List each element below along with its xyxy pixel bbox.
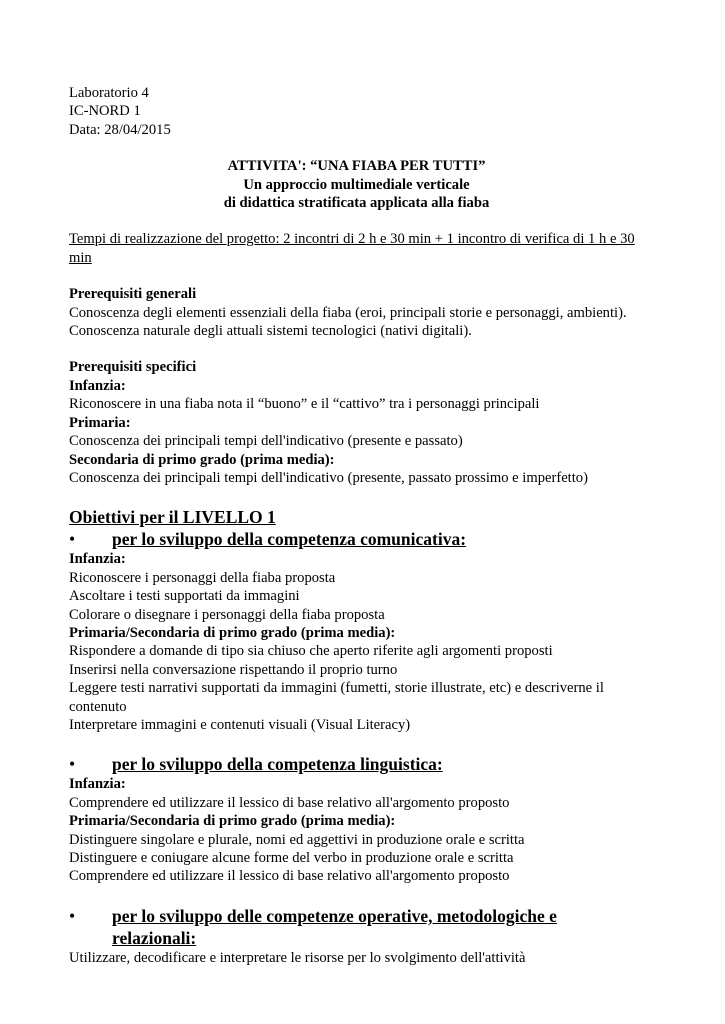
- list-item: Comprendere ed utilizzare il lessico di base relativo all'argomento proposto: [69, 794, 510, 811]
- activity-subtitle-1: Un approccio multimediale verticale: [243, 176, 470, 193]
- bullet-icon: •: [69, 529, 76, 550]
- objectives-heading: Obiettivi per il LIVELLO 1: [69, 507, 276, 528]
- primaria-prereq: Conoscenza dei principali tempi dell'indicativo (presente e passato): [69, 433, 463, 450]
- list-item: Distinguere singolare e plurale, nomi ed aggettivi in produzione orale e scritta: [69, 831, 525, 848]
- infanzia-label: Infanzia:: [69, 377, 126, 394]
- project-duration: Tempi di realizzazione del progetto: 2 incontri di 2 h e 30 min + 1 incontro di verifica di 1 h e 30 min: [69, 231, 635, 266]
- list-item: Comprendere ed utilizzare il lessico di base relativo all'argomento proposto: [69, 868, 510, 885]
- school-label: IC-NORD 1: [69, 103, 141, 120]
- list-item: Utilizzare, decodificare e interpretare le risorse per lo svolgimento dell'attività: [69, 949, 526, 966]
- list-item: Riconoscere i personaggi della fiaba proposta: [69, 569, 336, 586]
- secondaria-prereq: Conoscenza dei principali tempi dell'indicativo (presente, passato prossimo e imperfetto): [69, 469, 588, 486]
- list-item: Colorare o disegnare i personaggi della fiaba proposta: [69, 606, 385, 623]
- general-prereq-item: Conoscenza naturale degli attuali sistemi tecnologici (nativi digitali).: [69, 323, 472, 340]
- list-item: Rispondere a domande di tipo sia chiuso che aperto riferite agli argomenti proposti: [69, 643, 553, 660]
- lab-label: Laboratorio 4: [69, 85, 149, 101]
- specific-prereq-heading: Prerequisiti specifici: [69, 359, 197, 376]
- list-item: Leggere testi narrativi supportati da immagini (fumetti, storie illustrate, etc) e descriverne il contenuto: [69, 680, 604, 715]
- bullet-comunicativa: [69, 528, 644, 550]
- activity-subtitle-2: di didattica stratificata applicata alla fiaba: [223, 195, 490, 212]
- list-item: Inserirsi nella conversazione rispettando il proprio turno: [69, 661, 398, 678]
- primaria-secondaria-label: Primaria/Secondaria di primo grado (prima media):: [69, 624, 396, 641]
- bullet-linguistica: [69, 753, 644, 775]
- secondaria-label: Secondaria di primo grado (prima media):: [69, 451, 335, 468]
- primaria-secondaria-label: Primaria/Secondaria di primo grado (prima media):: [69, 813, 396, 830]
- bullet-operative: [69, 905, 644, 949]
- operative-heading: per lo sviluppo delle competenze operative, metodologiche e relazionali:: [112, 905, 557, 948]
- infanzia-label: Infanzia:: [69, 551, 126, 568]
- bullet-icon: •: [69, 905, 76, 926]
- general-prereq-item: Conoscenza degli elementi essenziali della fiaba (eroi, principali storie e personaggi, ambienti).: [69, 304, 627, 321]
- infanzia-label: Infanzia:: [69, 776, 126, 793]
- primaria-label: Primaria:: [69, 414, 131, 431]
- linguistica-heading: per lo sviluppo della competenza linguistica:: [112, 754, 443, 775]
- document-page: [69, 84, 644, 967]
- activity-title: ATTIVITA': “UNA FIABA PER TUTTI”: [227, 158, 486, 175]
- infanzia-prereq: Riconoscere in una fiaba nota il “buono” e il “cattivo” tra i personaggi principali: [69, 396, 540, 413]
- list-item: Interpretare immagini e contenuti visuali (Visual Literacy): [69, 716, 411, 733]
- comunicativa-heading: per lo sviluppo della competenza comunicativa:: [112, 529, 467, 550]
- general-prereq-heading: Prerequisiti generali: [69, 286, 197, 303]
- date-label: Data: 28/04/2015: [69, 121, 171, 138]
- list-item: Ascoltare i testi supportati da immagini: [69, 588, 300, 605]
- bullet-icon: •: [69, 754, 76, 775]
- list-item: Distinguere e coniugare alcune forme del verbo in produzione orale e scritta: [69, 850, 514, 866]
